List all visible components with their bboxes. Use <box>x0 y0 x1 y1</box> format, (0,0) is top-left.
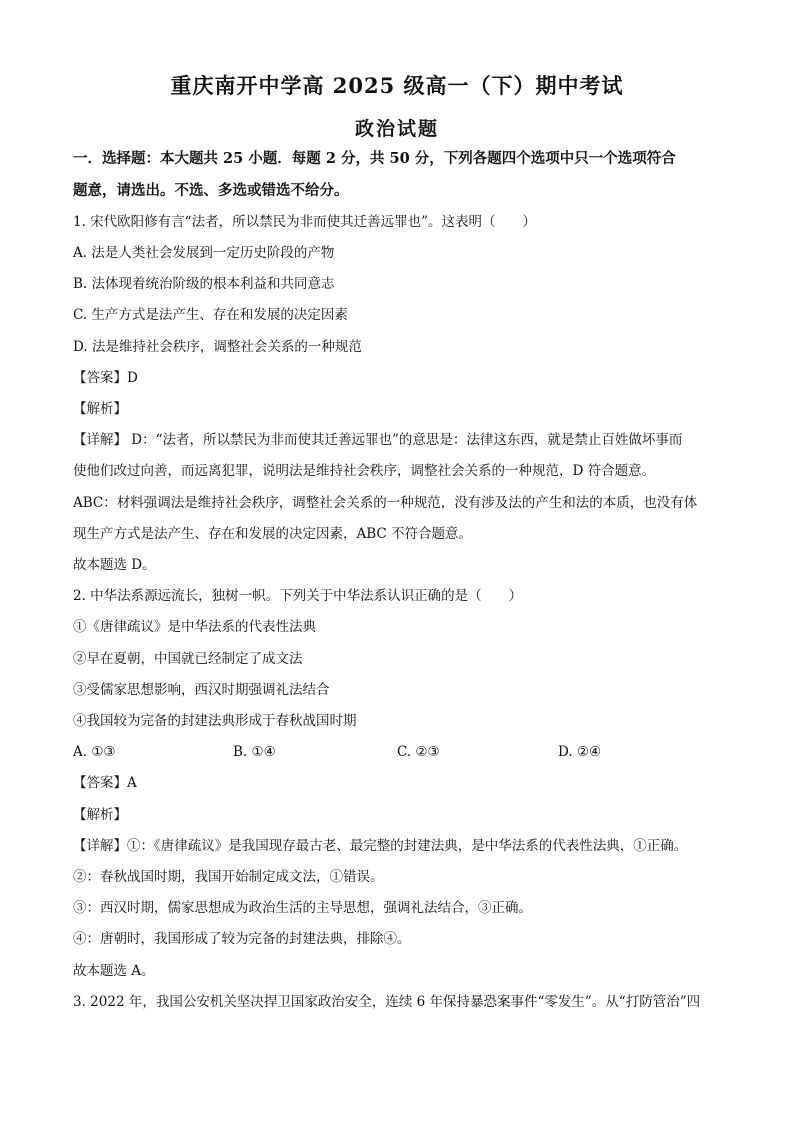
exam-subject: 政治试题 <box>354 118 439 140</box>
q1-stem: 1. 宋代欧阳修有言“法者，所以禁民为非而使其迁善远罪也”。这表明（ ） <box>73 214 536 230</box>
q1-detail-line-5: 故本题选 D。 <box>73 557 156 573</box>
q1-detail-line-3: ABC：材料强调法是维持社会秩序，调整社会关系的一种规范，没有涉及法的产生和法的本质，也没有体 <box>73 495 698 511</box>
q2-option-a: A. ①③ <box>73 744 116 760</box>
q1-option-c: C. 生产方式是法产生、存在和发展的决定因素 <box>73 307 348 323</box>
q2-item-4: ④我国较为完备的封建法典形成于春秋战国时期 <box>73 713 357 729</box>
q2-analysis-label: 【解析】 <box>73 807 127 823</box>
q1-detail-line-4: 现生产方式是法产生、存在和发展的决定因素，ABC 不符合题意。 <box>73 526 473 542</box>
section-instruction-line-1: 一．选择题：本大题共 25 小题．每题 2 分，共 50 分，下列各题四个选项中只一个选项符合 <box>73 150 676 167</box>
exam-title: 重庆南开中学高 2025 级高一（下）期中考试 <box>170 73 624 98</box>
q1-analysis-label: 【解析】 <box>73 401 127 417</box>
q2-item-3: ③受儒家思想影响，西汉时期强调礼法结合 <box>73 682 330 698</box>
q1-option-d: D. 法是维持社会秩序，调整社会关系的一种规范 <box>73 339 362 355</box>
q1-detail-line-2: 使他们改过向善，而远离犯罪，说明法是维持社会秩序，调整社会关系的一种规范，D 符合题意。 <box>73 463 656 479</box>
q2-item-2: ②早在夏朝，中国就已经制定了成文法 <box>73 651 303 667</box>
q1-option-a: A. 法是人类社会发展到一定历史阶段的产物 <box>73 245 335 261</box>
q2-option-b: B. ①④ <box>233 744 276 760</box>
q1-option-b: B. 法体现着统治阶级的根本利益和共同意志 <box>73 276 335 292</box>
q2-answer: 【答案】A <box>73 775 137 791</box>
q2-detail-line-2: ②：春秋战国时期，我国开始制定成文法，①错误。 <box>73 869 384 885</box>
q1-detail-line-1: 【详解】 D：“法者，所以禁民为非而使其迁善远罪也”的意思是：法律这东西，就是禁止百姓做坏事而 <box>73 432 683 448</box>
q2-detail-line-1: 【详解】①：《唐律疏议》是我国现存最古老、最完整的封建法典，是中华法系的代表性法典，①正确。 <box>73 838 688 854</box>
q2-option-c: C. ②③ <box>397 744 440 760</box>
q2-options-row <box>73 743 733 761</box>
q2-detail-line-4: ④：唐朝时，我国形成了较为完备的封建法典，排除④。 <box>73 931 411 947</box>
q1-answer: 【答案】D <box>73 370 138 386</box>
q2-detail-line-5: 故本题选 A。 <box>73 963 155 979</box>
q2-detail-line-3: ③：西汉时期，儒家思想成为政治生活的主导思想，强调礼法结合，③正确。 <box>73 900 532 916</box>
section-instruction-line-2: 题意，请选出。不选、多选或错选不给分。 <box>73 182 349 199</box>
q2-item-1: ①《唐律疏议》是中华法系的代表性法典 <box>73 619 316 635</box>
q3-stem: 3. 2022 年，我国公安机关坚决捍卫国家政治安全，连续 6 年保持暴恐案事件“零发生”。从“打防管治”四 <box>73 994 701 1010</box>
q2-stem: 2. 中华法系源远流长，独树一帜。下列关于中华法系认识正确的是（ ） <box>73 588 523 604</box>
q2-option-d: D. ②④ <box>558 744 602 760</box>
